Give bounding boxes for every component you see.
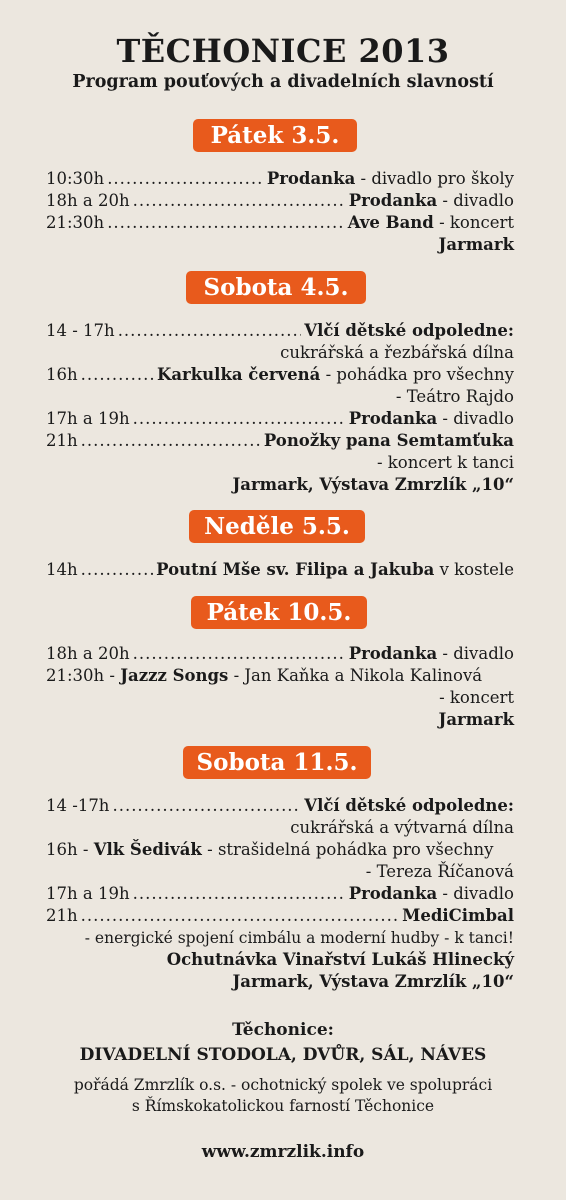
continuation-line: - Tereza Říčanová <box>365 862 514 881</box>
leader-dots <box>133 190 346 212</box>
event-desc: - Jan Kaňka a Nikola Kalinová <box>228 666 483 685</box>
schedule-row <box>46 190 514 212</box>
time-label: 14 -17h <box>46 796 110 815</box>
leader-dots <box>81 364 154 386</box>
leader-dots <box>133 643 346 665</box>
schedule-row <box>46 905 514 927</box>
extra-line: Jarmark <box>438 710 514 729</box>
schedule-row <box>46 168 514 190</box>
page-title: TĚCHONICE 2013 <box>116 32 450 70</box>
event-desc: - pohádka pro všechny <box>320 365 514 384</box>
event-desc: - divadlo <box>437 409 514 428</box>
event-name: Jazzz Songs <box>120 666 229 685</box>
event-name: Prodanka <box>348 644 438 663</box>
footer-organizer-line2: s Římskokatolickou farností Těchonice <box>131 1097 435 1115</box>
continuation-line: cukrářská a řezbářská dílna <box>280 343 514 362</box>
schedule-row <box>46 320 514 342</box>
event-name: MediCimbal <box>402 906 514 925</box>
day-badge-patek-3-5: Pátek 3.5. <box>193 119 357 152</box>
schedule-row <box>46 665 514 687</box>
event-name: Vlčí dětské odpoledne: <box>304 321 514 340</box>
time-label: 17h a 19h <box>46 409 130 428</box>
extra-line: Jarmark <box>438 235 514 254</box>
time-label: 14 - 17h <box>46 321 115 340</box>
event-name: Ponožky pana Semtamťuka <box>263 431 514 450</box>
footer-organizer-line1: pořádá Zmrzlík o.s. - ochotnický spolek ve spolupráci <box>73 1076 493 1094</box>
event-desc: - divadlo pro školy <box>355 169 514 188</box>
time-label: 10:30h <box>46 169 105 188</box>
continuation-line: - Teátro Rajdo <box>395 387 514 406</box>
schedule-row <box>46 839 514 861</box>
schedule-row <box>46 883 514 905</box>
time-label: 21h <box>46 431 78 450</box>
day-badge-sobota-4-5: Sobota 4.5. <box>186 271 366 304</box>
day-badge-nedele-5-5: Neděle 5.5. <box>189 510 365 543</box>
leader-dots <box>107 168 264 190</box>
leader-dots <box>133 408 346 430</box>
event-name: Karkulka červená <box>157 365 321 384</box>
extra-line: Jarmark, Výstava Zmrzlík „10“ <box>232 475 514 494</box>
day-badge-patek-10-5: Pátek 10.5. <box>191 596 367 629</box>
time-label: 18h a 20h <box>46 191 130 210</box>
leader-dots <box>112 795 301 817</box>
schedule-row <box>46 408 514 430</box>
website-link[interactable]: www.zmrzlik.info <box>201 1142 365 1162</box>
extra-line: Jarmark, Výstava Zmrzlík „10“ <box>232 972 514 991</box>
event-name: Poutní Mše sv. Filipa a Jakuba <box>156 560 435 579</box>
schedule-row <box>46 430 514 452</box>
event-name: Vlk Šedivák <box>93 840 202 859</box>
event-desc: - divadlo <box>437 191 514 210</box>
schedule-row <box>46 364 514 386</box>
time-label: 21:30h - <box>46 666 121 685</box>
continuation-line: cukrářská a výtvarná dílna <box>290 818 514 837</box>
continuation-line: - koncert <box>439 688 514 707</box>
event-desc: - divadlo <box>437 644 514 663</box>
page-subtitle: Program pouťových a divadelních slavností <box>72 72 494 92</box>
footer-venues: DIVADELNÍ STODOLA, DVŮR, SÁL, NÁVES <box>79 1045 487 1065</box>
extra-line: Ochutnávka Vinařství Lukáš Hlinecký <box>166 950 514 969</box>
leader-dots <box>81 559 154 581</box>
schedule-row <box>46 559 514 581</box>
time-label: 21h <box>46 906 78 925</box>
continuation-line: - koncert k tanci <box>376 453 514 472</box>
leader-dots <box>81 905 399 927</box>
continuation-line: - energické spojení cimbálu a moderní hudby - k tanci! <box>84 929 514 947</box>
event-desc: - divadlo <box>437 884 514 903</box>
event-name: Vlčí dětské odpoledne: <box>304 796 514 815</box>
time-label: 17h a 19h <box>46 884 130 903</box>
event-name: Ave Band <box>347 213 434 232</box>
event-desc: - strašidelná pohádka pro všechny <box>201 840 494 859</box>
leader-dots <box>107 212 345 234</box>
time-label: 14h <box>46 560 78 579</box>
time-label: 21:30h <box>46 213 105 232</box>
time-label: 16h <box>46 365 78 384</box>
event-desc: v kostele <box>434 560 514 579</box>
event-name: Prodanka <box>266 169 356 188</box>
schedule-row <box>46 212 514 234</box>
event-name: Prodanka <box>348 884 438 903</box>
event-name: Prodanka <box>348 191 438 210</box>
schedule-row <box>46 795 514 817</box>
day-badge-sobota-11-5: Sobota 11.5. <box>183 746 371 779</box>
time-label: 16h - <box>46 840 94 859</box>
leader-dots <box>81 430 261 452</box>
schedule-row <box>46 643 514 665</box>
leader-dots <box>133 883 346 905</box>
event-name: Prodanka <box>348 409 438 428</box>
footer-place-label: Těchonice: <box>232 1020 334 1040</box>
event-desc: - koncert <box>433 213 514 232</box>
time-label: 18h a 20h <box>46 644 130 663</box>
leader-dots <box>118 320 302 342</box>
